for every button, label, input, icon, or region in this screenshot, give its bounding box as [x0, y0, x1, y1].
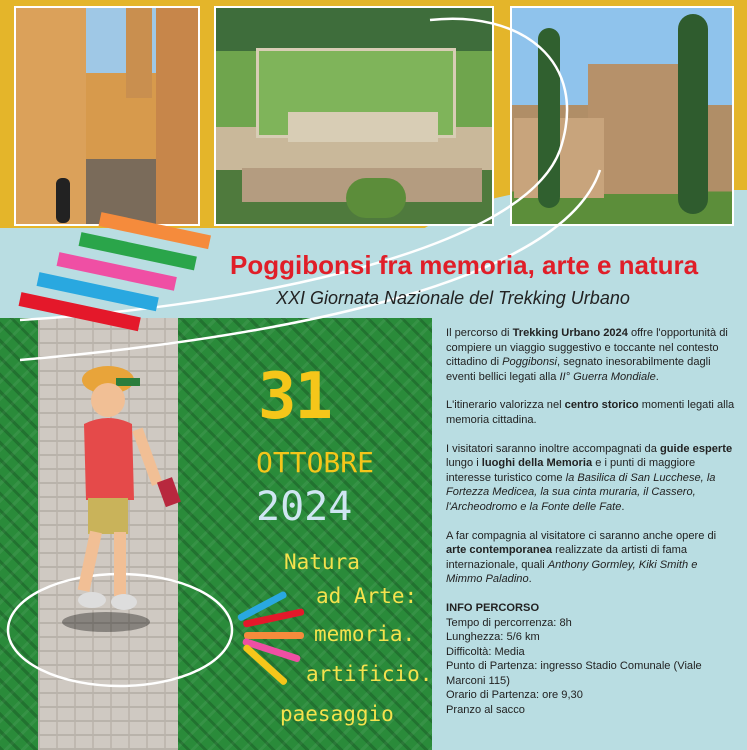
tagline-line-3: memoria.	[314, 622, 416, 646]
info-start-time: Orario di Partenza: ore 9,30	[446, 689, 583, 702]
tagline-line-2: ad Arte:	[316, 584, 418, 608]
tagline-line-5: paesaggio	[280, 702, 394, 726]
description-column	[446, 326, 736, 718]
date-day: 31	[258, 360, 332, 434]
info-heading: INFO PERCORSO	[446, 601, 540, 614]
info-duration: Tempo di percorrenza: 8h	[446, 616, 572, 629]
date-month: OTTOBRE	[256, 446, 375, 479]
info-lunch: Pranzo al sacco	[446, 704, 525, 717]
page-title: Poggibonsi fra memoria, arte e natura	[230, 250, 699, 280]
info-section	[446, 601, 736, 718]
tagline-line-1: Natura	[284, 550, 360, 574]
page-subtitle: XXI Giornata Nazionale del Trekking Urbano	[276, 288, 630, 308]
date-year: 2024	[256, 484, 353, 530]
info-length: Lunghezza: 5/6 km	[446, 631, 540, 644]
child-walking-illustration	[56, 360, 206, 660]
info-start-point: Punto di Partenza: ingresso Stadio Comunale (Viale Marconi 115)	[446, 660, 702, 687]
info-difficulty: Difficoltà: Media	[446, 645, 525, 658]
ray-orange	[244, 632, 304, 639]
paragraph-intro: Il percorso di Trekking Urbano 2024 offre l'opportunità di compiere un viaggio suggestivo e toccante nel contesto cittadino di Poggibonsi, segnato inesorabilmente dagli eventi bellici legati alla II° Guerra Mondiale.	[446, 327, 728, 383]
tagline-line-4: artificio.	[306, 662, 433, 686]
paragraph-itinerary: L'itinerario valorizza nel centro storico momenti legati alla memoria cittadina.	[446, 399, 735, 426]
paragraph-guides: I visitatori saranno inoltre accompagnati da guide esperte lungo i luoghi della Memoria e i punti di maggiore interesse turistico come la Basilica di San Lucchese, la Fortezza Medicea, la sua cinta muraria, il Cassero, l'Archeodromo e la Fonte delle Fate.	[446, 442, 733, 513]
paragraph-art: A far compagnia al visitatore ci saranno anche opere di arte contemporanea realizzate da artisti di fama internazionale, quali Anthony Gormley, Kiki Smith e Mimmo Paladino.	[446, 529, 717, 586]
